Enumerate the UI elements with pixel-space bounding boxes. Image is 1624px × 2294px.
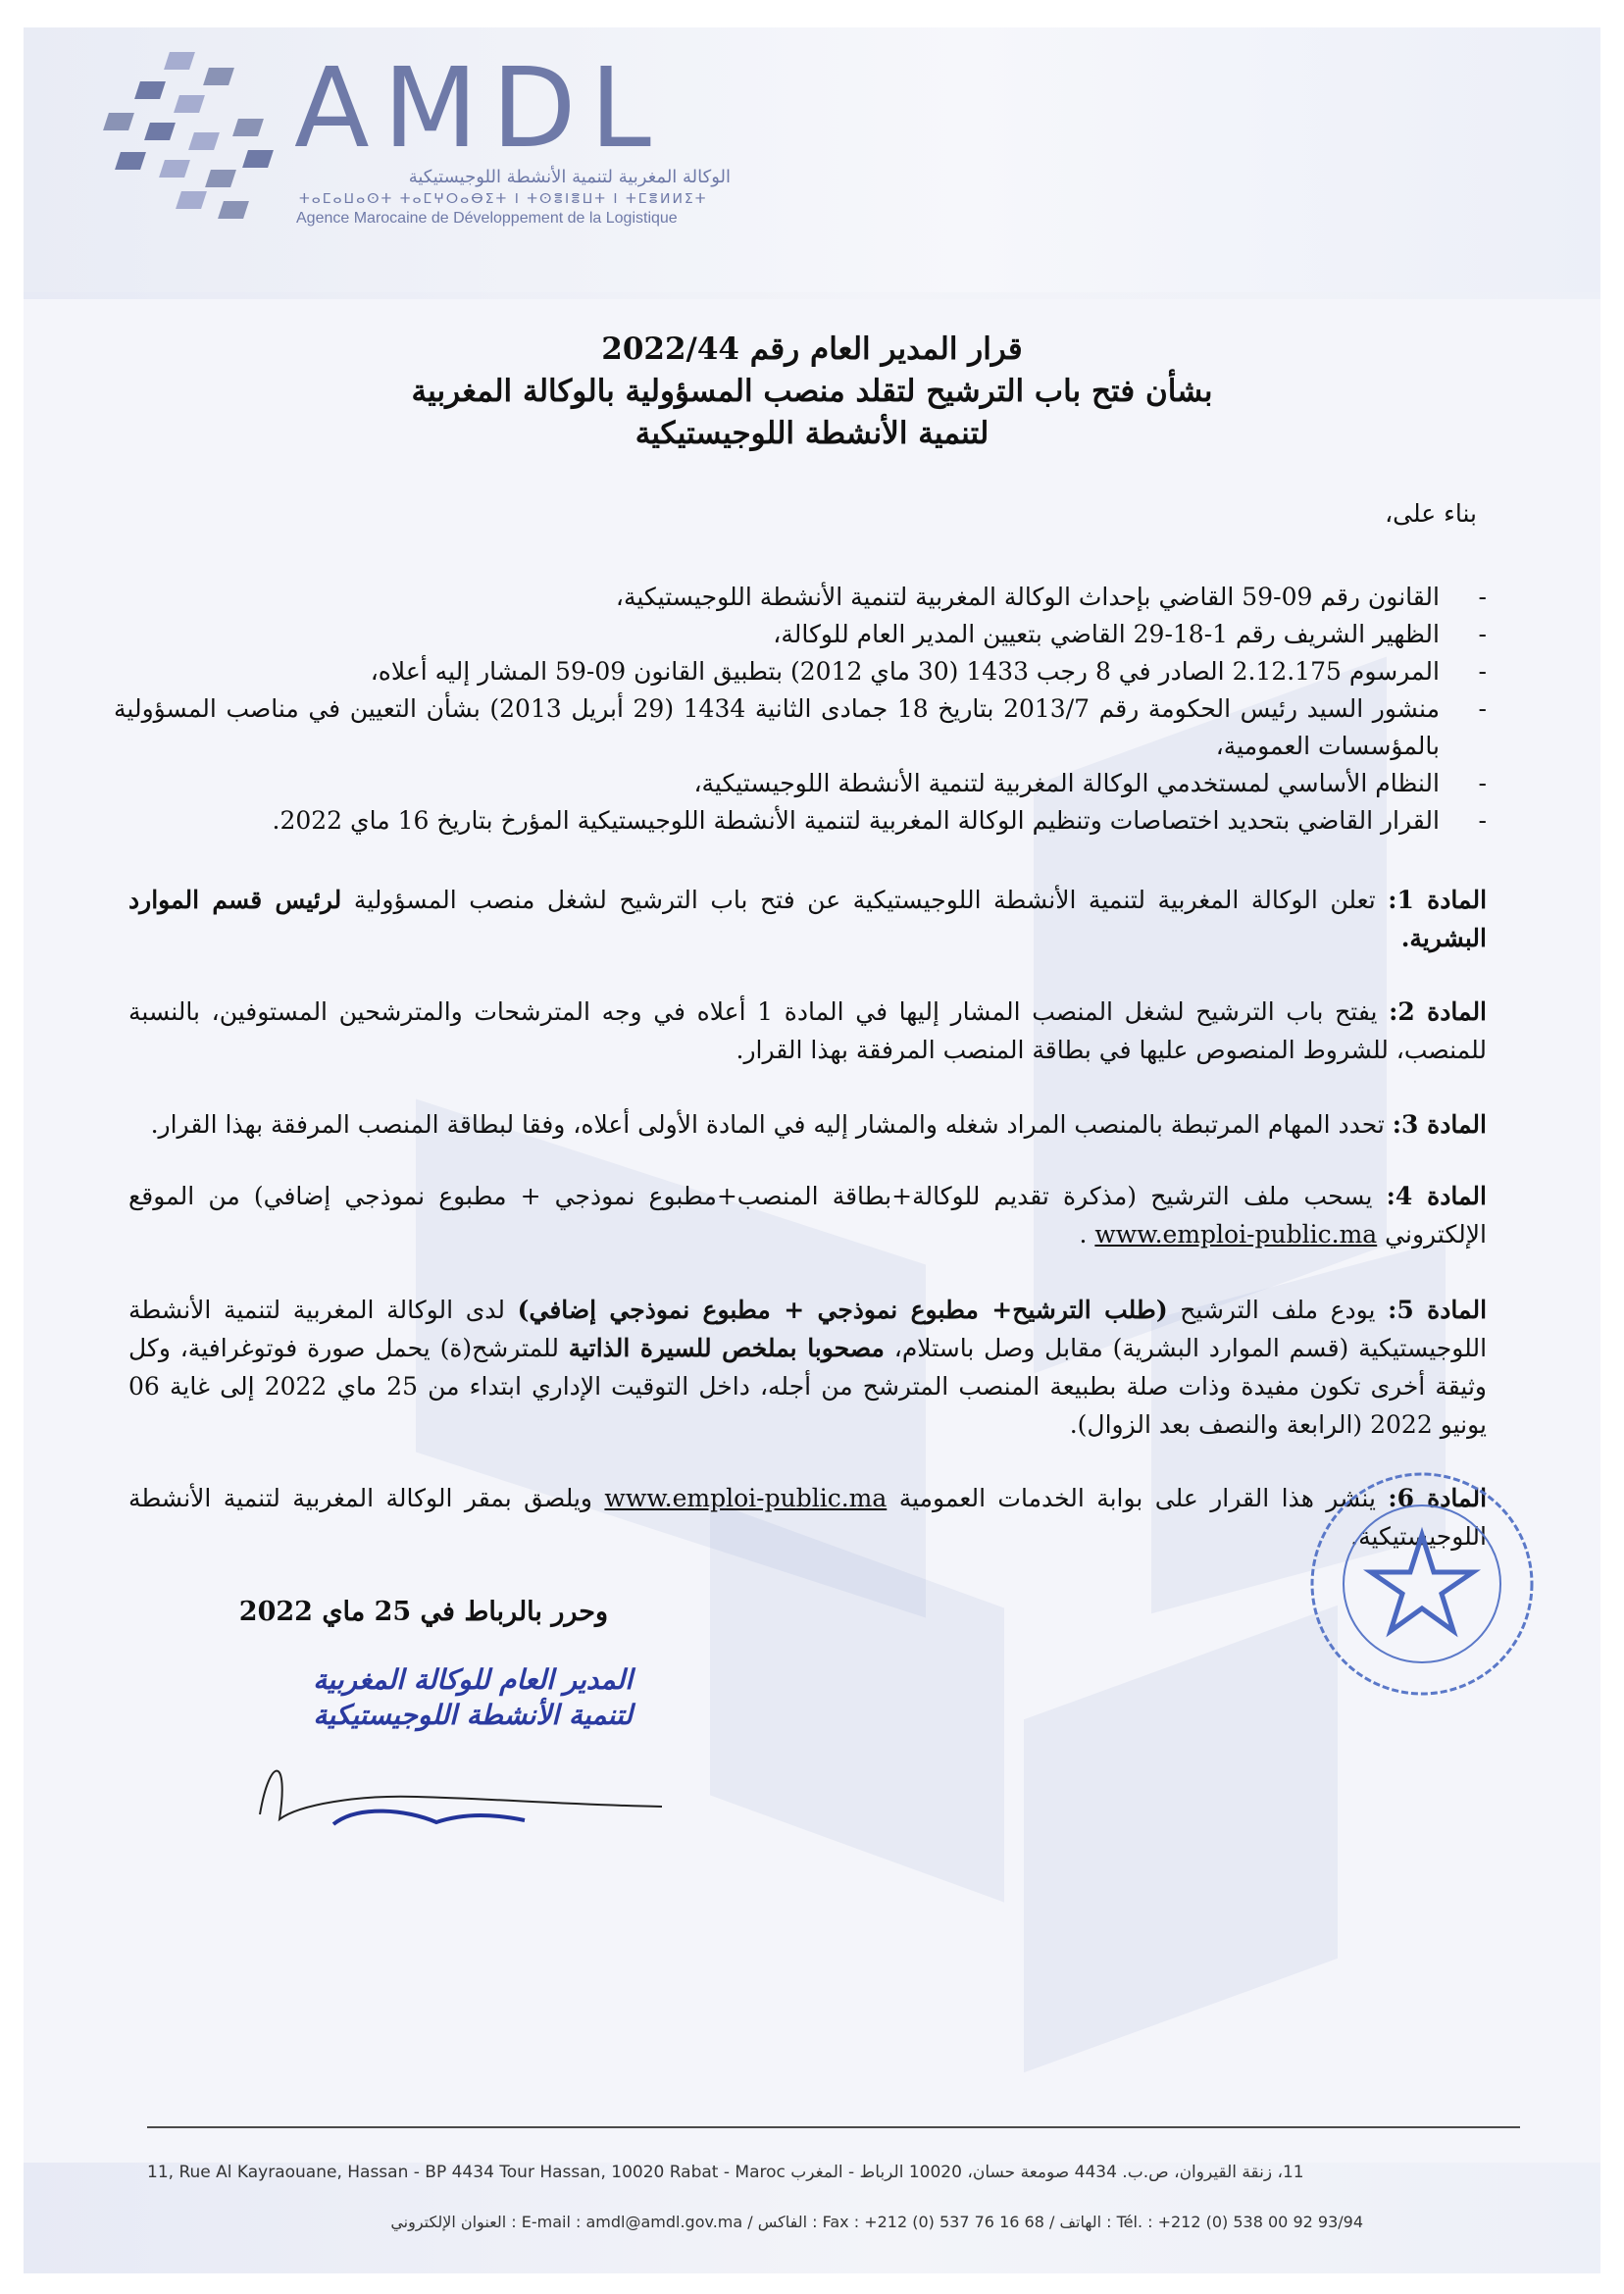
title-line: لتنمية الأنشطة اللوجيستيكية [634, 416, 990, 451]
emploi-public-link[interactable]: www.emploi-public.ma [604, 1484, 888, 1512]
agency-name-french: Agence Marocaine de Développement de la Logistique [296, 210, 678, 227]
agency-name-arabic: الوكالة المغربية لتنمية الأنشطة اللوجيستيكية [408, 167, 731, 187]
article-label: المادة 2: [1389, 997, 1488, 1026]
article-label: المادة 4: [1386, 1182, 1487, 1210]
article-text: يودع ملف الترشيح [1180, 1296, 1376, 1324]
reference-item: - القرار القاضي بتحديد اختصاصات وتنظيم الوكالة المغربية لتنمية الأنشطة اللوجيستيكية المؤرخ بتاريخ 16 ماي 2022. [114, 802, 1487, 840]
article-5 [128, 1291, 1487, 1444]
article-text: تعلن الوكالة المغربية لتنمية الأنشطة اللوجيستيكية عن فتح باب الترشيح لشغل منصب المسؤولية [353, 886, 1376, 914]
article-label: المادة 5: [1388, 1296, 1488, 1324]
article-text: لدى الوكالة المغربية لتنمية الأنشطة اللوجيستيكية (قسم الموارد البشرية) مقابل وصل باستلام، [128, 1296, 1488, 1362]
article-text: للمترشح(ة) يحمل صورة فوتوغرافية، وكل وثيقة أخرى تكون مفيدة وذات صلة بطبيعة المنصب المترشح من أجله، داخل التوقيت الإداري ابتداء من 25 ماي 2022 إلى غاية 06 يونيو 2022 (الرابعة والنصف بعد الزوال). [128, 1334, 1487, 1439]
decision-title [294, 329, 1330, 455]
article-text: . [1079, 1220, 1088, 1249]
article-2 [128, 993, 1487, 1069]
article-3 [128, 1105, 1487, 1144]
amdl-logo-mark [98, 44, 294, 230]
title-line: بشأن فتح باب الترشيح لتقلد منصب المسؤولية بالوكالة المغربية [411, 374, 1213, 409]
signatory-title-line: المدير العام للوكالة المغربية [313, 1663, 633, 1696]
article-text: ويلصق بمقر الوكالة المغربية لتنمية الأنشطة اللوجيستيكية. [128, 1484, 1487, 1551]
article-label: المادة 1: [1388, 886, 1488, 914]
article-text: يفتح باب الترشيح لشغل المنصب المشار إليها في المادة 1 أعلاه في وجه المترشحات والمترشحين المستوفين، بالنسبة للمنصب، للشروط المنصوص عليها في بطاقة المنصب المرفقة بهذا القرار. [128, 997, 1487, 1064]
watermark-shape [710, 1501, 1004, 1902]
article-text: تحدد المهام المرتبطة بالمنصب المراد شغله والمشار إليه في المادة الأولى أعلاه، وفقا لبطاقة المنصب المرفقة بهذا القرار. [150, 1110, 1385, 1139]
reference-item: - منشور السيد رئيس الحكومة رقم 2013/7 بتاريخ 18 جمادى الثانية 1434 (29 أبريل 2013) بشأن التعيين في مناصب المسؤولية بالمؤسسات العمومية، [114, 690, 1487, 765]
agency-name-tifinagh: ⵜⴰⵎⴰⵡⴰⵙⵜ ⵜⴰⵎⵖⵔⴰⴱⵉⵜ ⵏ ⵜⵙⴻⵏⴻⵡⵜ ⵏ ⵜⵎⴻⵍⵍⵉⵜ [299, 191, 708, 207]
amdl-logo-wordmark: AMDL [294, 45, 665, 173]
footer-contacts: Tél. : +212 (0) 538 00 92 93/94 : الهاتف / Fax : +212 (0) 537 76 16 68 : الفاكس / E-mail : amdl@amdl.gov.ma : العنوان الإلكتروني [390, 2213, 1363, 2231]
reference-item: - المرسوم 2.12.175 الصادر في 8 رجب 1433 (30 ماي 2012) بتطبيق القانون 09-59 المشار إليه أعلاه، [114, 653, 1487, 690]
reference-item: - الظهير الشريف رقم 1-18-29 القاضي بتعيين المدير العام للوكالة، [114, 616, 1487, 653]
article-text-bold: لرئيس قسم الموارد البشرية. [128, 886, 1487, 952]
reference-item: - النظام الأساسي لمستخدمي الوكالة المغربية لتنمية الأنشطة اللوجيستيكية، [114, 765, 1487, 802]
article-text-bold: مصحوبا بملخص للسيرة الذاتية [568, 1334, 885, 1362]
watermark-shape [1024, 1606, 1338, 2072]
reference-item: - القانون رقم 09-59 القاضي بإحداث الوكالة المغربية لتنمية الأنشطة اللوجيستيكية، [114, 579, 1487, 616]
article-label: المادة 6: [1388, 1484, 1488, 1512]
article-label: المادة 3: [1392, 1110, 1487, 1139]
intro-text: بناء على، [1385, 499, 1477, 528]
signatory-title-line: لتنمية الأنشطة اللوجيستيكية [313, 1699, 633, 1731]
emploi-public-link[interactable]: www.emploi-public.ma [1094, 1220, 1378, 1249]
article-text-bold: (طلب الترشيح+ مطبوع نموذجي + مطبوع نموذجي إضافي) [517, 1296, 1168, 1324]
signature-date: وحرر بالرباط في 25 ماي 2022 [238, 1597, 608, 1627]
signatory-title [240, 1662, 633, 1733]
official-stamp-icon [1304, 1466, 1540, 1702]
footer-divider [147, 2126, 1520, 2128]
title-line: قرار المدير العام رقم 2022/44 [601, 331, 1023, 367]
handwritten-signature-icon [240, 1736, 672, 1844]
article-text: يسحب ملف الترشيح (مذكرة تقديم للوكالة+بطاقة المنصب+مطبوع نموذجي + مطبوع نموذجي إضافي) من الموقع الإلكتروني [128, 1182, 1487, 1249]
article-1 [128, 881, 1487, 957]
references-list [114, 579, 1487, 840]
footer-address-fr: 11, Rue Al Kayraouane, Hassan - BP 4434 Tour Hassan, 10020 Rabat - Maroc [147, 2163, 786, 2182]
article-text: ينشر هذا القرار على بوابة الخدمات العمومية [898, 1484, 1376, 1512]
footer-address [147, 2163, 1530, 2182]
article-6 [128, 1479, 1487, 1555]
article-4 [128, 1177, 1487, 1253]
footer-address-ar: 11، زنقة القيروان، ص.ب. 4434 صومعة حسان، 10020 الرباط - المغرب [790, 2163, 1304, 2182]
